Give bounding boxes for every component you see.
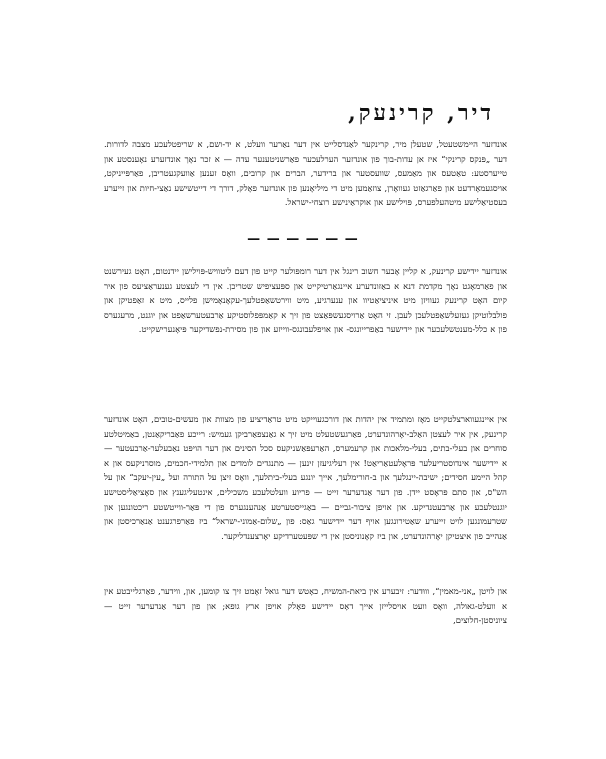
document-title: דיר, קרינעק,	[348, 100, 494, 126]
paragraph-history: אונדזער יידישע קרינעק, א קליין אָבער חשוב רינגל אין דער רומפּולער קייט פון דעם ליטוויש-פּוילישן יידנטום, האָט געירשנט און פאַרמאָגט נאָך מקדמת דנא א באַזונדערע איינגאַרטיקייט און ספּעציפיש שטריכן. אין די לעצטע גענעראַציעס פון איר קיום האָט קרינעק געוויזן מיט איניציאַטיוו און ענערגיע, מיט ווירטשאַפטלעך-עקאָנאָמישן פלייס, מיט א זאַפטיקן און פולבלוטיקן געזעלשאַפטלעכן לעבן. זי האָט אַרויסגעשפּאַצט פון זיך א קאַמפּפלוסטיקע אַרבעטערשאַפט און יוגנט, מרעגערס פון א כלל-מענטשלעכער און יידישער באַפרייונגס- און אויפלעבונגס-ווייזע און פון מסירת-נפשדיקער פּיאָנערישקייט.	[104, 266, 507, 335]
paragraph-beliefs: און לויטן „אני-מאמין“, וווּדער: זיבערע אין ביאת-המשיח, כאָטש דער גואל זאָמט זיך צו קומען, און, ווידער, פאַרגלייבטע אין א וועלט-גאולה, וואָס וועט אויסלייזן אייך דאָס יידישע פאָלק אויפן ארץ גופא; און פון דער אַנדערער זייט — ציוניסטן-חלוצים,	[104, 586, 507, 626]
section-separator: — — — — — —	[247, 232, 359, 247]
paragraph-intro: אונדזער היימשטעטל, שטעלן מיר, קרינקער לאַנדסלייט אין דער נאַרער וועלט, א יד-ושם, א שריפטלעכע מצבה לדורות. דער „פּנקס קרינקי“ איז אן עדות-בוך פון אונדזער הערלעכער פאַרשניטענער עדה — א זכר נאָך אונדזערע נאָענסטע און טייערסטע: טאַטעס און מאַמעס, שוועסטער און ברידער, הברים און קרובים, וואָס זענען אַוועקגעטריבן, פאַרפּייניקט, אויסגעמאָרדעט און פאַרגאַזט געוואָרן, צוזאַמען מיט די מיליאָנען פון אונדזער פאָלק, דורך די דייטשישע נאַצי-חיות און זייערע בעסטיאַלישע מיטהעלפערס, פּוילישע און אוקראַינישע רוצחי-ישראל.	[104, 139, 507, 208]
paragraph-community: אין איינגעווארצלטקייט מאָז ומתמיד אין יהדות און דורכגעוייקט מיט טראַדיציע פון מצוות און מעשים-טובים, האָט אונדזער קרינעק, אין איר לעצטן האַלב-יאָרהונדערט, פאַרגעשטעלט מיט זיך א גאַנצפאַרביקן געמיש: רייכע פאַבריקאַנטן, באַמיטלטע סוחרים און בעלי-בתים, בעלי-מלאכות און קרעמערס, האַרעפּאַשניקעס סכל הסינים און דער הויפּט נאַבעלער-אַרבעטער — א יידישער אינדוסטריעלער פּראָלעטאַריאַט! אין רעליגיעזן זינען — מתנגדים לומדים און תלמידי-חכמים, מוסרניקעס און א קהל היימע חסידים; ישיבה-יינגלעך און ב-חורימלעך, אייך יונגע בעלי-ביתלעך, וואָס זיצן על התורה ועל „עין-יעקב“ און על הש"ס, און סתם פּראָסט יידן. פון דער אַנדערער זייט — פריוע וועלטלעכע משכילים, אינטעליגענץ און סאָציאַליסטישע יוגנטלעכע און אַרבעטנדיקע. און אויפן ציבור-גביים — באַגייסטערטע אַנהענגערס פון די פּאַר-ווייטשטע ריכטונגען און שטרעמונגען לויט זייערע שאַטירונגען אויף דער יידישער גאַס: פון „שלום-אַמוני-ישראל“ ביז פאַרפרגענט אַנאַרכיסטן און אַנהייב פון איצטיקן יאָרהונדערט, און ביז קאָנוניסטן אין די שפּעטערדיקע יאָרצענדליקער.	[104, 414, 507, 541]
